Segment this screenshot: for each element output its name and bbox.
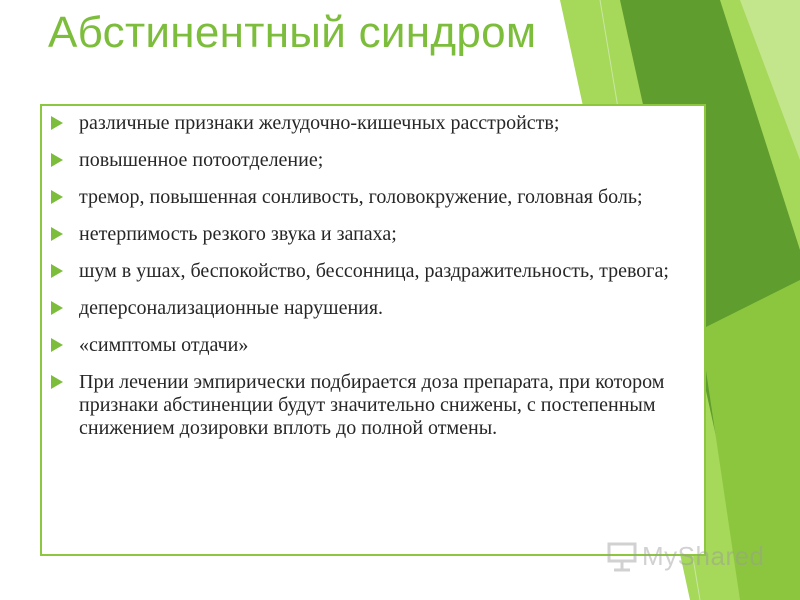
bullet-text: деперсонализационные нарушения. <box>79 297 384 319</box>
arrow-bullet-icon <box>51 227 63 241</box>
bullet-text: повышенное потоотделение; <box>79 149 324 171</box>
bullet-text: При лечении эмпирически подбирается доза препарата, при котором признаки абстиненции будут значительно снижены, с постепенным снижением дозировки вплоть до полной отмены. <box>79 371 665 439</box>
bullet-item <box>42 297 704 320</box>
arrow-bullet-icon <box>51 153 63 167</box>
arrow-bullet-icon <box>51 116 63 130</box>
bullet-list <box>42 106 704 440</box>
watermark-logo <box>606 538 766 574</box>
bullet-item <box>42 334 704 357</box>
slide-title: Абстинентный синдром <box>48 8 537 57</box>
bullet-text: «симптомы отдачи» <box>79 334 249 356</box>
bullet-item <box>42 371 704 440</box>
bullet-text: тремор, повышенная сонливость, головокружение, головная боль; <box>79 186 643 208</box>
bullet-text: различные признаки желудочно-кишечных расстройств; <box>79 112 560 134</box>
arrow-bullet-icon <box>51 338 63 352</box>
content-box <box>40 104 706 556</box>
arrow-bullet-icon <box>51 301 63 315</box>
bullet-text: шум в ушах, беспокойство, бессонница, раздражительность, тревога; <box>79 260 669 282</box>
arrow-bullet-icon <box>51 190 63 204</box>
arrow-bullet-icon <box>51 375 63 389</box>
bullet-item <box>42 186 704 209</box>
arrow-bullet-icon <box>51 264 63 278</box>
bullet-item <box>42 260 704 283</box>
watermark-text: MyShared <box>642 540 765 571</box>
bullet-item <box>42 223 704 246</box>
bullet-item <box>42 149 704 172</box>
bullet-item <box>42 112 704 135</box>
presentation-board-icon <box>606 540 638 572</box>
bullet-text: нетерпимость резкого звука и запаха; <box>79 223 397 245</box>
